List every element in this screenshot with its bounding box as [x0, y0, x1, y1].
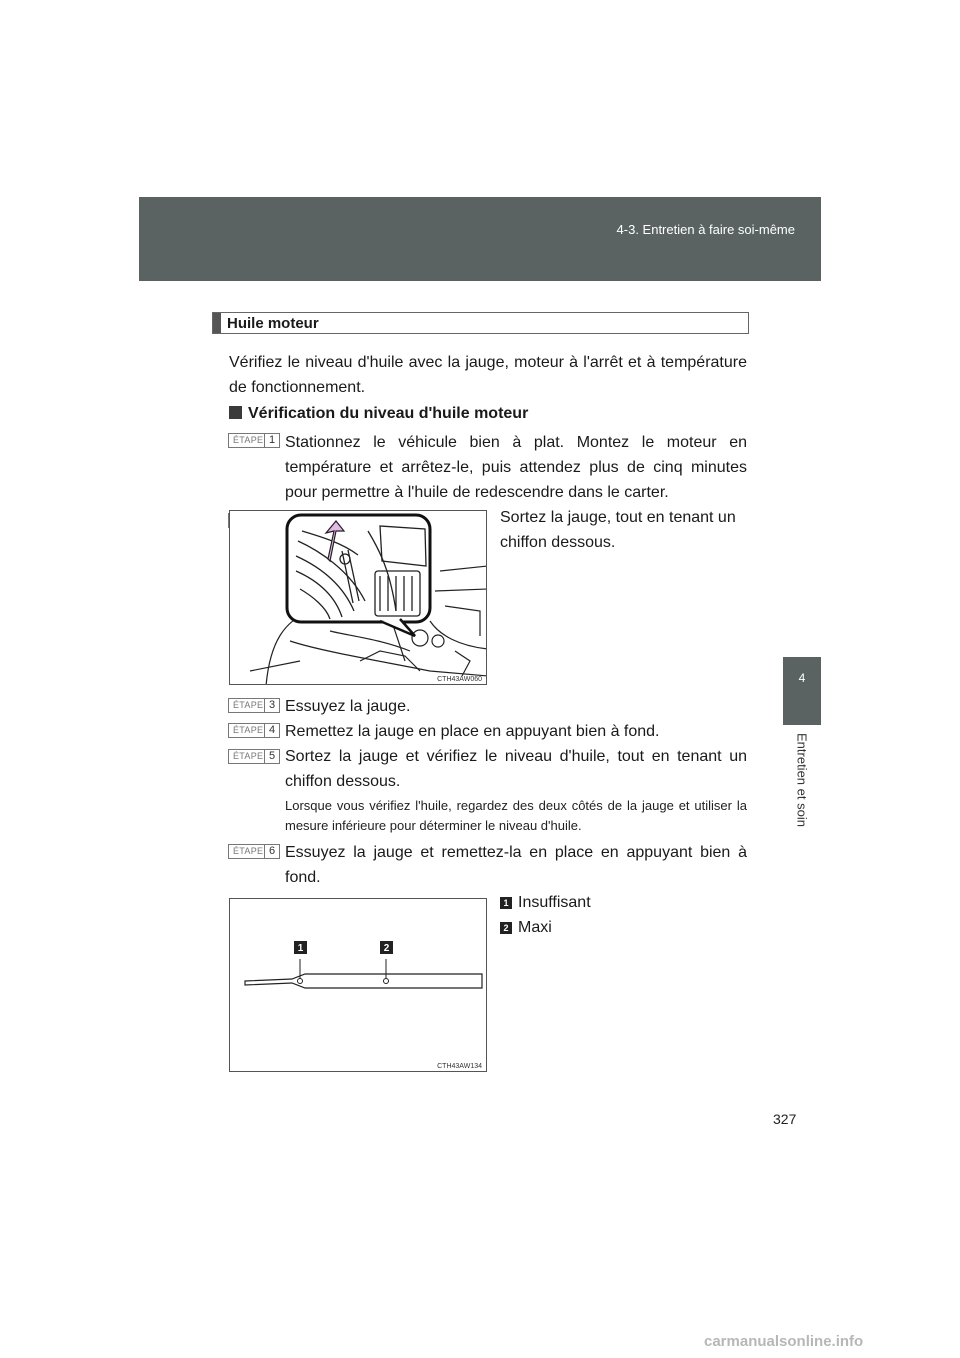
step-5-note: Lorsque vous vérifiez l'huile, regardez des deux côtés de la jauge et utiliser la mesure inférieure pour déterminer le niveau d'huile.	[285, 798, 747, 833]
legend-item-2	[500, 919, 552, 937]
engine-dipstick-figure	[229, 510, 487, 685]
step-badge-number: 1	[264, 434, 279, 447]
step-text-2: Sortez la jauge, tout en tenant un chiffon dessous.	[500, 509, 736, 551]
step-badge-number: 4	[264, 724, 279, 737]
step-badge-label: ÉTAPE	[233, 751, 264, 761]
section-header	[212, 312, 749, 334]
figure-code: CTH43AW060	[437, 676, 482, 683]
watermark: carmanualsonline.info	[704, 1333, 864, 1350]
step-text-6: Essuyez la jauge et remettez-la en place en appuyant bien à fond.	[285, 844, 747, 886]
step-badge-label: ÉTAPE	[233, 435, 264, 445]
step-text-4: Remettez la jauge en place en appuyant bien à fond.	[285, 723, 660, 740]
engine-illustration	[230, 511, 487, 685]
chapter-tab-number: 4	[798, 671, 806, 685]
bullet-square-icon	[229, 406, 242, 419]
step-badge-1	[228, 433, 280, 448]
subsection-heading	[229, 405, 528, 423]
legend-label: Insuffisant	[518, 894, 591, 911]
step-badge-5	[228, 749, 280, 764]
legend-badge: 1	[500, 897, 512, 909]
dipstick-illustration	[230, 899, 487, 1072]
chapter-header	[139, 197, 821, 281]
step-badge-3	[228, 698, 280, 713]
chapter-title: 4-3. Entretien à faire soi-même	[616, 222, 795, 237]
step-badge-4	[228, 723, 280, 738]
legend-badge: 2	[500, 922, 512, 934]
step-badge-label: ÉTAPE	[233, 700, 264, 710]
marker-2-number: 2	[383, 943, 390, 954]
subsection-title: Vérification du niveau d'huile moteur	[248, 405, 529, 422]
step-text-1: Stationnez le véhicule bien à plat. Montez le moteur en température et arrêtez-le, puis attendez plus de cinq minutes pour permettre à l'huile de redescendre dans le carter.	[285, 434, 747, 501]
step-text-5: Sortez la jauge et vérifiez le niveau d'huile, tout en tenant un chiffon dessous.	[285, 748, 747, 790]
dipstick-level-figure	[229, 898, 487, 1072]
step-badge-number: 5	[264, 750, 279, 763]
chapter-tab	[783, 657, 821, 725]
section-title: Huile moteur	[227, 315, 319, 332]
page-number: 327	[773, 1111, 797, 1127]
step-badge-6	[228, 844, 280, 859]
step-text-3: Essuyez la jauge.	[285, 698, 411, 715]
marker-1-number: 1	[297, 943, 304, 954]
legend-label: Maxi	[518, 919, 552, 936]
step-badge-number: 3	[264, 699, 279, 712]
chapter-tab-label-text: Entretien et soin	[794, 733, 810, 827]
figure-code: CTH43AW134	[437, 1063, 482, 1070]
section-intro: Vérifiez le niveau d'huile avec la jauge, moteur à l'arrêt et à température de fonctionnement.	[229, 354, 747, 396]
step-badge-label: ÉTAPE	[233, 725, 264, 735]
step-badge-label: ÉTAPE	[233, 846, 264, 856]
legend-item-1	[500, 894, 591, 912]
chapter-tab-label	[785, 733, 819, 843]
step-badge-number: 6	[264, 845, 279, 858]
section-header-bar	[213, 313, 221, 333]
